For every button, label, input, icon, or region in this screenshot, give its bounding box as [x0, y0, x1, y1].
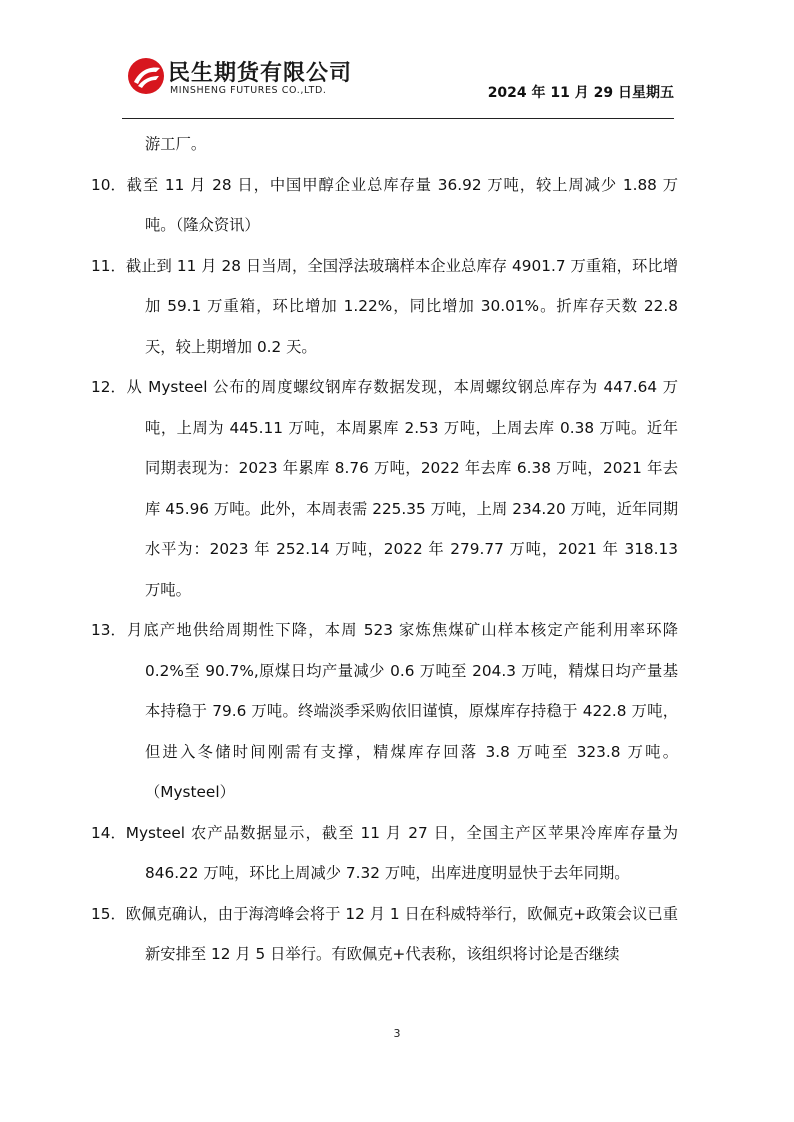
- list-item: [91, 367, 678, 610]
- company-name-cn: 民生期货有限公司: [168, 61, 353, 86]
- report-date: 2024 年 11 月 29 日星期五: [487, 85, 674, 101]
- minsheng-logo-icon: [126, 56, 166, 96]
- header-divider: [122, 118, 674, 119]
- continued-text: 游工厂。: [145, 135, 207, 153]
- item-number: 13．: [91, 621, 126, 639]
- document-body: [91, 124, 678, 975]
- item-number: 10．: [91, 175, 126, 194]
- list-item: [91, 165, 678, 246]
- company-name-en: MINSHENG FUTURES CO.,LTD.: [170, 85, 327, 96]
- page-number: 3: [393, 1027, 401, 1040]
- item-text: 截至 11 月 28 日，中国甲醇企业总库存量 36.92 万吨，较上周减少 1.88 万吨。（隆众资讯）: [125, 175, 678, 234]
- list-item: [91, 894, 678, 975]
- item-text: 月底产地供给周期性下降，本周 523 家炼焦煤矿山样本核定产能利用率环降 0.2%至 90.7%,原煤日均产量减少 0.6 万吨至 204.3 万吨，精煤日均产量基本持稳于 79.6 万吨。终端淡季采购依旧谨慎，原煤库存持稳于 422.8 万吨，但进入冬储时间刚需有支撑，精煤库存回落 3.8 万吨至 323.8 万吨。（Mysteel）: [125, 621, 678, 801]
- list-item: [91, 610, 678, 813]
- item-number: 14．: [91, 823, 126, 842]
- item-number: 15．: [91, 904, 126, 923]
- item-text: 从 Mysteel 公布的周度螺纹钢库存数据发现，本周螺纹钢总库存为 447.64 万吨，上周为 445.11 万吨，本周累库 2.53 万吨，上周去库 0.38 万吨。近年同期表现为：2023 年累库 8.76 万吨，2022 年去库 6.38 万吨，2021 年去库 45.96 万吨。此外，本周表需 225.35 万吨，上周 234.20 万吨，近年同期水平为：2023 年 252.14 万吨，2022 年 279.77 万吨，2021 年 318.13 万吨。: [125, 378, 678, 599]
- item-number: 12．: [91, 378, 126, 396]
- item-text: 截止到 11 月 28 日当周，全国浮法玻璃样本企业总库存 4901.7 万重箱，环比增加 59.1 万重箱，环比增加 1.22%，同比增加 30.01%。折库存天数 22.8 天，较上期增加 0.2 天。: [125, 256, 678, 356]
- item-number: 11．: [91, 256, 126, 275]
- item-text: Mysteel 农产品数据显示，截至 11 月 27 日，全国主产区苹果冷库库存量为 846.22 万吨，环比上周减少 7.32 万吨，出库进度明显快于去年同期。: [125, 823, 678, 882]
- list-item: [91, 246, 678, 368]
- list-item: [91, 813, 678, 894]
- item-text: 欧佩克确认，由于海湾峰会将于 12 月 1 日在科威特举行，欧佩克+政策会议已重新安排至 12 月 5 日举行。有欧佩克+代表称，该组织将讨论是否继续: [125, 904, 678, 963]
- page-header: [122, 52, 674, 120]
